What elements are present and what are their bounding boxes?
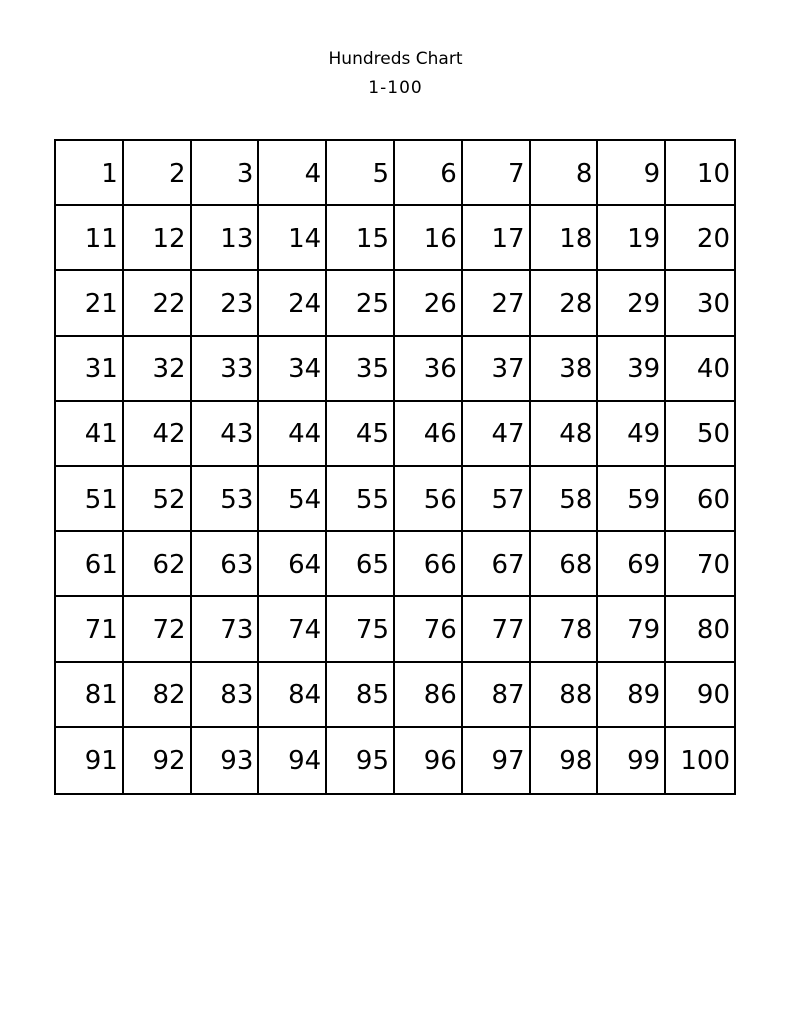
chart-cell: 20 [666,206,734,271]
chart-cell: 53 [192,467,260,532]
chart-cell: 34 [259,337,327,402]
chart-cell: 44 [259,402,327,467]
chart-cell: 40 [666,337,734,402]
chart-cell: 63 [192,532,260,597]
chart-cell: 71 [56,597,124,662]
chart-cell: 1 [56,141,124,206]
chart-cell: 89 [598,663,666,728]
chart-cell: 90 [666,663,734,728]
chart-cell: 8 [531,141,599,206]
hundreds-chart-grid [54,139,736,795]
chart-cell: 88 [531,663,599,728]
chart-cell: 66 [395,532,463,597]
chart-cell: 67 [463,532,531,597]
chart-cell: 18 [531,206,599,271]
chart-cell: 10 [666,141,734,206]
chart-cell: 27 [463,271,531,336]
chart-cell: 15 [327,206,395,271]
chart-cell: 30 [666,271,734,336]
chart-cell: 16 [395,206,463,271]
chart-cell: 91 [56,728,124,793]
chart-cell: 60 [666,467,734,532]
chart-cell: 33 [192,337,260,402]
chart-cell: 78 [531,597,599,662]
chart-cell: 99 [598,728,666,793]
chart-cell: 86 [395,663,463,728]
chart-cell: 79 [598,597,666,662]
chart-cell: 47 [463,402,531,467]
chart-cell: 64 [259,532,327,597]
chart-cell: 85 [327,663,395,728]
chart-cell: 100 [680,746,730,777]
chart-cell: 39 [598,337,666,402]
chart-cell: 48 [531,402,599,467]
chart-cell: 69 [598,532,666,597]
chart-cell: 36 [395,337,463,402]
chart-cell: 21 [56,271,124,336]
chart-cell: 87 [463,663,531,728]
chart-cell: 73 [192,597,260,662]
chart-cell: 9 [598,141,666,206]
chart-cell: 68 [531,532,599,597]
chart-cell: 98 [531,728,599,793]
chart-cell: 4 [259,141,327,206]
chart-cell: 49 [598,402,666,467]
chart-cell: 52 [124,467,192,532]
chart-cell: 70 [666,532,734,597]
chart-cell: 59 [598,467,666,532]
chart-cell: 26 [395,271,463,336]
chart-cell: 13 [192,206,260,271]
chart-cell: 81 [56,663,124,728]
chart-cell: 41 [56,402,124,467]
chart-cell: 92 [124,728,192,793]
chart-cell: 12 [124,206,192,271]
chart-cell: 22 [124,271,192,336]
chart-cell: 17 [463,206,531,271]
chart-cell: 23 [192,271,260,336]
chart-cell: 50 [666,402,734,467]
chart-cell: 25 [327,271,395,336]
chart-cell: 94 [259,728,327,793]
chart-cell: 35 [327,337,395,402]
chart-cell: 65 [327,532,395,597]
chart-cell: 2 [124,141,192,206]
chart-cell: 19 [598,206,666,271]
chart-cell: 55 [327,467,395,532]
chart-cell: 6 [395,141,463,206]
chart-cell: 62 [124,532,192,597]
chart-cell: 96 [395,728,463,793]
chart-cell: 51 [56,467,124,532]
chart-cell: 97 [463,728,531,793]
chart-cell: 45 [327,402,395,467]
chart-cell: 29 [598,271,666,336]
chart-cell: 57 [463,467,531,532]
page-subtitle: 1-100 [368,78,423,98]
chart-cell: 74 [259,597,327,662]
chart-cell: 3 [192,141,260,206]
page-title: Hundreds Chart [328,49,463,69]
chart-cell: 58 [531,467,599,532]
chart-cell: 5 [327,141,395,206]
chart-cell: 42 [124,402,192,467]
chart-cell: 43 [192,402,260,467]
chart-cell: 75 [327,597,395,662]
chart-cell: 7 [463,141,531,206]
chart-cell: 93 [192,728,260,793]
chart-cell: 61 [56,532,124,597]
chart-cell: 54 [259,467,327,532]
chart-cell: 95 [327,728,395,793]
chart-cell: 76 [395,597,463,662]
chart-cell: 83 [192,663,260,728]
chart-cell: 84 [259,663,327,728]
chart-cell: 46 [395,402,463,467]
chart-cell: 37 [463,337,531,402]
chart-cell: 77 [463,597,531,662]
chart-cell: 80 [666,597,734,662]
chart-cell: 31 [56,337,124,402]
chart-cell: 28 [531,271,599,336]
chart-cell: 38 [531,337,599,402]
chart-cell: 72 [124,597,192,662]
chart-cell: 11 [56,206,124,271]
chart-cell: 32 [124,337,192,402]
chart-cell: 56 [395,467,463,532]
chart-cell: 82 [124,663,192,728]
chart-cell: 24 [259,271,327,336]
chart-cell: 14 [259,206,327,271]
